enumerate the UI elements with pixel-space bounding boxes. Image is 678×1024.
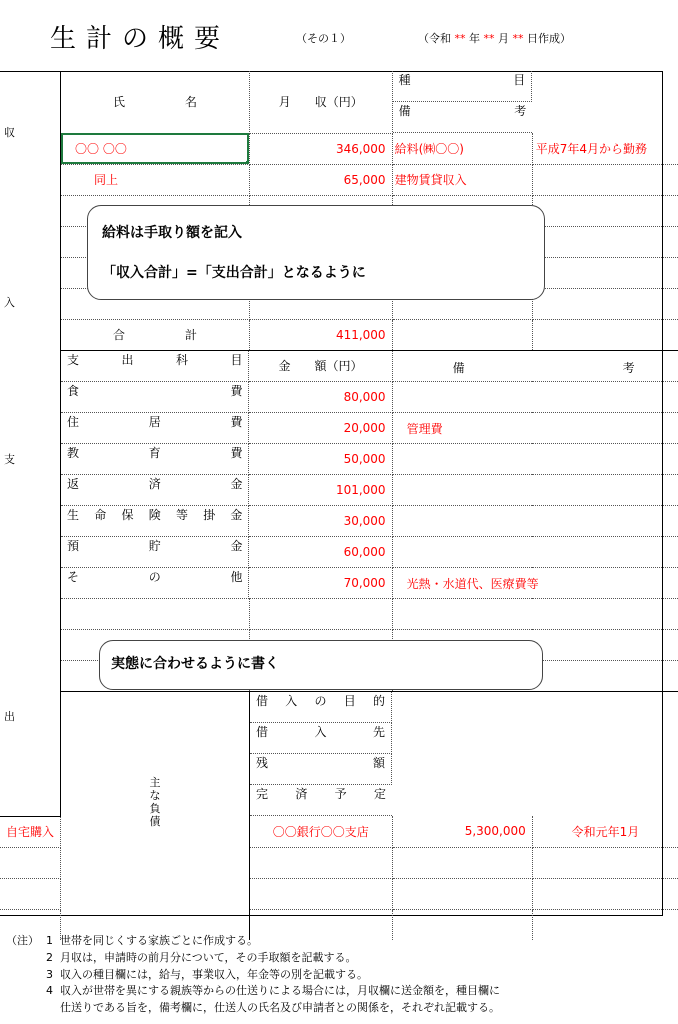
notes-label: （注） [6, 934, 39, 947]
created-month-value: ** [483, 32, 495, 45]
debt-schedule-cell[interactable] [532, 878, 678, 909]
debt-lender-cell[interactable] [249, 847, 392, 878]
debt-side-label: 主 な 負 債 [61, 692, 250, 941]
notes-section [6, 933, 500, 1017]
income-remarks-cell[interactable] [532, 164, 678, 195]
expense-callout [99, 640, 543, 690]
expense-remarks-cell[interactable] [392, 537, 678, 568]
income-callout [87, 205, 545, 300]
header-name: 氏 名 [61, 71, 250, 133]
expense-header-row [0, 350, 678, 382]
income-category-cell[interactable]: 給料(㈱〇〇) [392, 133, 532, 164]
income-remarks-cell[interactable] [532, 257, 678, 288]
header-monthly-income: 月 収（円） [249, 71, 392, 133]
callout-line: 「収入合計」=「支出合計」となるように [102, 265, 366, 281]
income-category-cell[interactable]: 建物賃貸収入 [392, 164, 532, 195]
debt-header-row [0, 692, 678, 817]
debt-schedule-cell[interactable] [532, 847, 678, 878]
debt-purpose-cell[interactable] [0, 878, 61, 909]
expense-side-label [0, 350, 61, 816]
expense-amount-cell[interactable]: 20,000 [249, 413, 392, 444]
note-item: 3 収入の種目欄には，給与，事業収入，年金等の別を記載する。 [46, 967, 368, 981]
income-amount-cell[interactable]: 346,000 [249, 133, 392, 164]
income-remarks-cell[interactable]: 平成7年4月から勤務 [532, 133, 678, 164]
expense-amount-cell[interactable] [249, 599, 392, 630]
header-debt-lender: 借 入 先 [250, 723, 392, 754]
expense-remarks-cell[interactable] [392, 506, 678, 537]
created-prefix: （令和 [418, 32, 451, 45]
header-remarks: 備 考 [393, 102, 533, 133]
expense-amount-cell[interactable]: 30,000 [249, 506, 392, 537]
debt-balance-cell[interactable] [392, 847, 532, 878]
expense-item-label: 生 命 保 険 等 掛 金 [61, 506, 249, 537]
debt-schedule-cell[interactable]: 令和元年1月 [532, 816, 678, 847]
debt-balance-cell[interactable] [392, 878, 532, 909]
income-name-cell[interactable]: 〇〇 〇〇 [61, 133, 250, 164]
expense-row [0, 413, 678, 444]
header-expense-amount: 金 額（円） [249, 350, 392, 382]
document-title: 生計の概要 [50, 24, 231, 54]
expense-side-bottom: 出 [4, 710, 15, 724]
note-item: （注） 1 世帯を同じくする家族ごとに作成する。 [6, 933, 500, 950]
created-year-label: 年 [469, 32, 480, 45]
expense-row [0, 444, 678, 475]
created-month-label: 月 [498, 32, 509, 45]
note-item: 4 収入が世帯を異にする親族等からの仕送りによる場合には，月収欄に送金額を，種目欄に [46, 984, 500, 998]
expense-item-label [61, 599, 250, 630]
callout-line: 給料は手取り額を記入 [102, 225, 242, 241]
expense-row [0, 382, 678, 413]
expense-remarks-cell[interactable]: 光熱・水道代、医療費等 [392, 568, 678, 599]
income-row [0, 133, 678, 164]
income-side-bottom: 入 [4, 296, 15, 309]
header-debt-schedule: 完 済 予 定 [250, 785, 392, 816]
expense-remarks-cell[interactable] [392, 444, 678, 475]
debt-lender-cell[interactable]: 〇〇銀行〇〇支店 [249, 816, 392, 847]
debt-schedule-cell[interactable] [532, 909, 678, 940]
expense-side-top: 支 [4, 453, 15, 467]
income-remarks-cell[interactable] [532, 195, 678, 226]
income-header-row [0, 71, 678, 133]
callout-line: 実態に合わせるように書く [111, 656, 279, 672]
creation-date [418, 30, 571, 46]
expense-row [0, 568, 678, 599]
expense-amount-cell[interactable]: 50,000 [249, 444, 392, 475]
expense-amount-cell[interactable]: 70,000 [249, 568, 392, 599]
expense-amount-cell[interactable]: 80,000 [249, 382, 392, 413]
income-amount-cell[interactable]: 65,000 [249, 164, 392, 195]
expense-amount-cell[interactable]: 60,000 [249, 537, 392, 568]
header-expense-remarks: 備 考 [392, 350, 678, 382]
income-name-cell[interactable]: 同上 [61, 164, 250, 195]
header-category: 種 目 [393, 71, 533, 102]
debt-lender-cell[interactable] [249, 878, 392, 909]
note-continuation: 仕送りである旨を，備考欄に，仕送人の氏名及び申請者との関係を，それぞれ記載する。 [60, 1001, 500, 1015]
header-debt-balance: 残 額 [250, 754, 392, 785]
income-total-value: 411,000 [249, 319, 392, 350]
expense-row [0, 475, 678, 506]
expense-remarks-cell[interactable]: 管理費 [392, 413, 678, 444]
debt-balance-cell[interactable]: 5,300,000 [392, 816, 532, 847]
income-total-label: 合 計 [61, 319, 250, 350]
document-subtitle: （その１） [296, 32, 351, 45]
header-debt-purpose: 借 入 の 目 的 [250, 692, 392, 723]
expense-item-label: そ の 他 [61, 568, 249, 599]
expense-item-label: 住 居 費 [61, 413, 249, 444]
expense-row [0, 599, 678, 630]
expense-row [0, 506, 678, 537]
expense-item-label: 返 済 金 [61, 475, 249, 506]
created-day-label: 日作成） [527, 32, 571, 45]
expense-remarks-cell[interactable] [392, 599, 678, 630]
income-side-top: 収 [4, 126, 15, 139]
income-row [0, 164, 678, 195]
debt-purpose-cell[interactable]: 自宅購入 [0, 816, 61, 847]
expense-item-label: 食 費 [61, 382, 249, 413]
expense-remarks-cell[interactable] [392, 475, 678, 506]
income-remarks-cell[interactable] [532, 226, 678, 257]
expense-item-label: 教 育 費 [61, 444, 249, 475]
expense-remarks-cell[interactable] [392, 382, 678, 413]
income-side-label [0, 71, 61, 350]
debt-purpose-cell[interactable] [0, 847, 61, 878]
created-day-value: ** [512, 32, 524, 45]
note-item: 2 月収は，申請時の前月分について，その手取額を記載する。 [46, 950, 357, 964]
expense-item-label: 預 貯 金 [61, 537, 249, 568]
income-total-row [0, 319, 678, 350]
summary-table [0, 71, 678, 940]
income-remarks-cell[interactable] [532, 288, 678, 319]
header-expense-item: 支 出 科 目 [61, 351, 249, 382]
expense-amount-cell[interactable]: 101,000 [249, 475, 392, 506]
created-year-value: ** [454, 32, 466, 45]
expense-row [0, 537, 678, 568]
